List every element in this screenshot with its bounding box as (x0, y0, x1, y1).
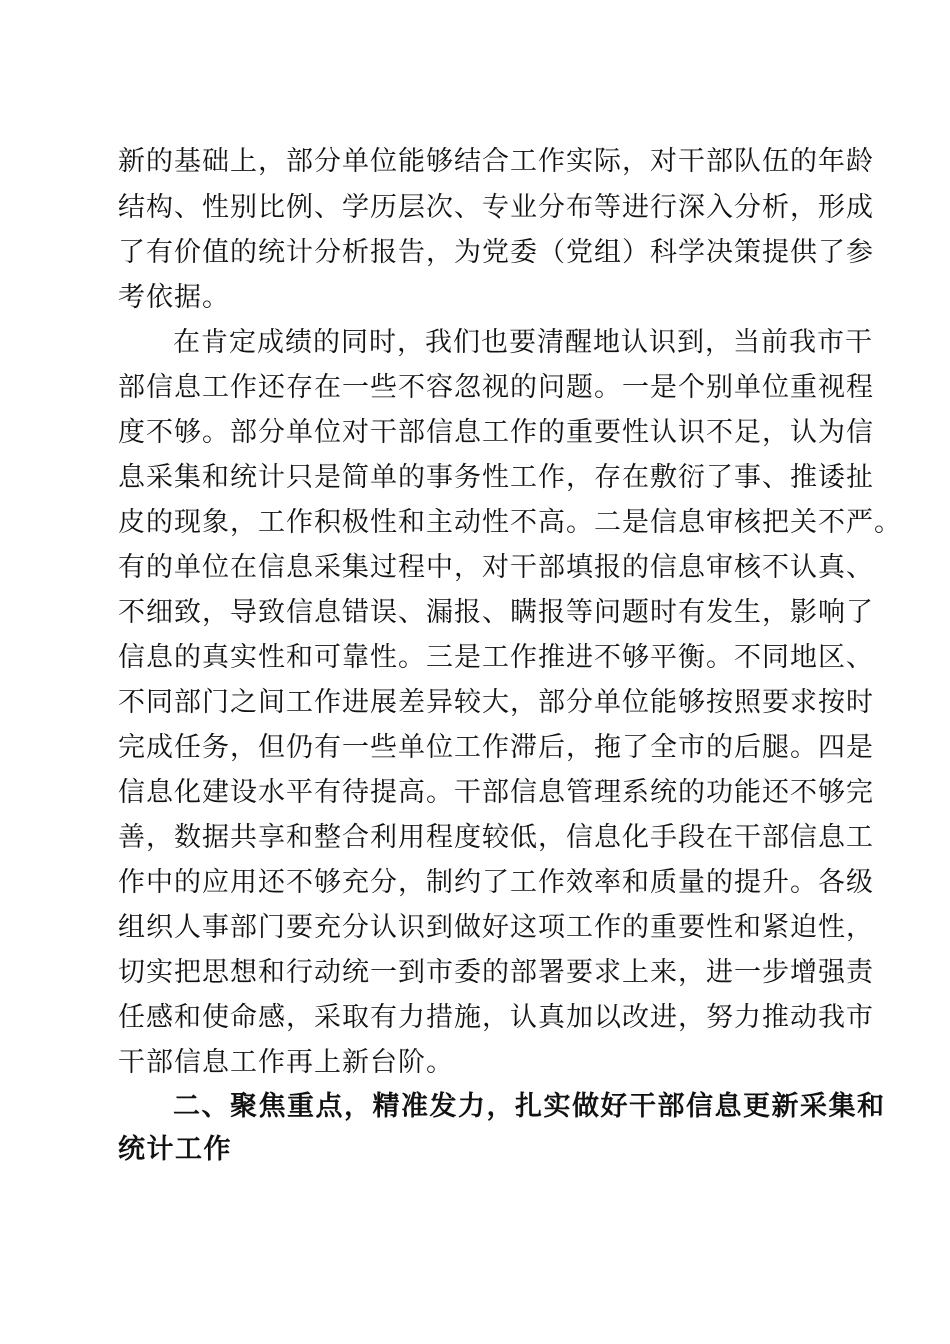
paragraph-2-line-17: 干部信息工作再上新台阶。 (118, 1047, 454, 1078)
paragraph-2-line-9: 不同部门之间工作进展差异较大，部分单位能够按照要求按时 (118, 687, 874, 718)
paragraph-2-line-3: 度不够。部分单位对干部信息工作的重要性认识不足，认为信 (118, 417, 874, 448)
paragraph-2-line-1: 在肯定成绩的同时，我们也要清醒地认识到，当前我市干 (173, 327, 873, 358)
paragraph-2-line-10: 完成任务，但仍有一些单位工作滞后，拖了全市的后腿。四是 (118, 732, 874, 763)
paragraph-2-line-14: 组织人事部门要充分认识到做好这项工作的重要性和紧迫性， (118, 912, 874, 943)
paragraph-2-line-4: 息采集和统计只是简单的事务性工作，存在敷衍了事、推诿扯 (118, 462, 874, 493)
paragraph-2-line-12: 善，数据共享和整合利用程度较低，信息化手段在干部信息工 (118, 822, 874, 853)
paragraph-2-line-15: 切实把思想和行动统一到市委的部署要求上来，进一步增强责 (118, 957, 874, 988)
paragraph-2-line-5: 皮的现象，工作积极性和主动性不高。二是信息审核把关不严。 (118, 507, 902, 538)
paragraph-1-line-3: 了有价值的统计分析报告，为党委（党组）科学决策提供了参 (118, 237, 874, 268)
paragraph-2-line-11: 信息化建设水平有待提高。干部信息管理系统的功能还不够完 (118, 777, 874, 808)
paragraph-2-line-16: 任感和使命感，采取有力措施，认真加以改进，努力推动我市 (118, 1002, 874, 1033)
paragraph-1-line-1: 新的基础上，部分单位能够结合工作实际，对干部队伍的年龄 (118, 146, 874, 177)
paragraph-2-line-13: 作中的应用还不够充分，制约了工作效率和质量的提升。各级 (118, 867, 874, 898)
paragraph-1-line-4: 考依据。 (118, 282, 230, 313)
paragraph-2-line-2: 部信息工作还存在一些不容忽视的问题。一是个别单位重视程 (118, 372, 874, 403)
section-heading-line-1: 二、聚焦重点，精准发力，扎实做好干部信息更新采集和 (173, 1091, 886, 1122)
paragraph-2-line-8: 信息的真实性和可靠性。三是工作推进不够平衡。不同地区、 (118, 642, 874, 673)
paragraph-1-line-2: 结构、性别比例、学历层次、专业分布等进行深入分析，形成 (118, 192, 874, 223)
section-heading-line-2: 统计工作 (118, 1134, 232, 1165)
paragraph-2-line-7: 不细致，导致信息错误、漏报、瞒报等问题时有发生，影响了 (118, 597, 874, 628)
paragraph-2-line-6: 有的单位在信息采集过程中，对干部填报的信息审核不认真、 (118, 552, 874, 583)
